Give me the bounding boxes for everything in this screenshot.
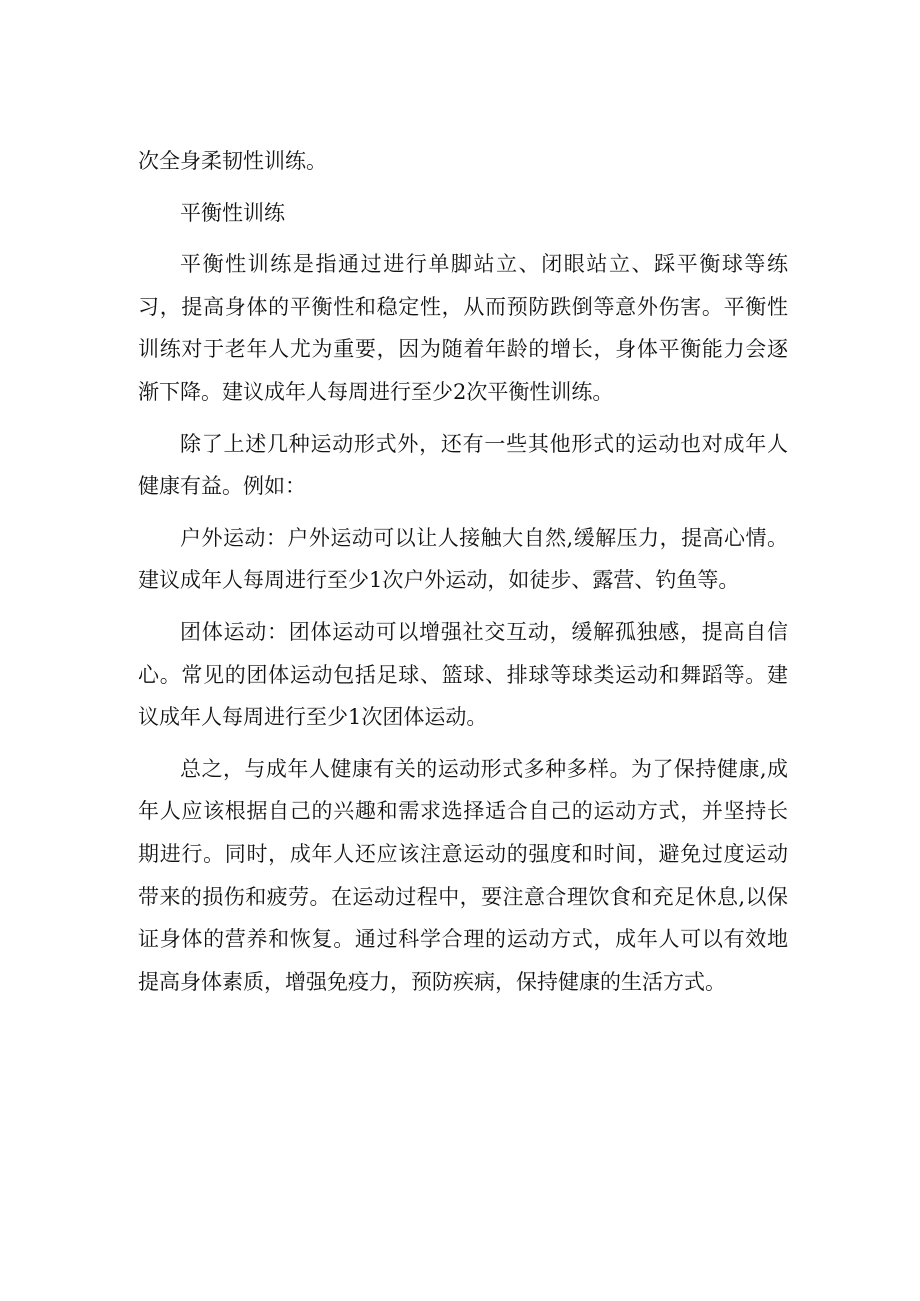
paragraph-outdoor-sports: 户外运动：户外运动可以让人接触大自然,缓解压力，提高心情。建议成年人每周进行至少1次户外运动，如徒步、露营、钓鱼等。: [138, 525, 788, 593]
document-body: [138, 140, 788, 1012]
paragraph-conclusion: 总之，与成年人健康有关的运动形式多种多样。为了保持健康,成年人应该根据自己的兴趣和需求选择适合自己的运动方式，并坚持长期进行。同时，成年人还应该注意运动的强度和时间，避免过度运动带来的损伤和疲劳。在运动过程中，要注意合理饮食和充足休息,以保证身体的营养和恢复。通过科学合理的运动方式，成年人可以有效地提高身体素质，增强免疫力，预防疾病，保持健康的生活方式。: [138, 756, 788, 994]
section-heading-balance-training: 平衡性训练: [180, 200, 285, 225]
paragraph-balance-training: 平衡性训练是指通过进行单脚站立、闭眼站立、踩平衡球等练习，提高身体的平衡性和稳定性，从而预防跌倒等意外伤害。平衡性训练对于老年人尤为重要，因为随着年龄的增长，身体平衡能力会逐渐下降。建议成年人每周进行至少2次平衡性训练。: [138, 252, 788, 404]
paragraph-continuation: 次全身柔韧性训练。: [138, 149, 327, 173]
paragraph-other-sports-intro: 除了上述几种运动形式外，还有一些其他形式的运动也对成年人健康有益。例如：: [138, 431, 788, 499]
paragraph-team-sports: 团体运动：团体运动可以增强社交互动，缓解孤独感，提高自信心。常见的团体运动包括足球、篮球、排球等球类运动和舞蹈等。建议成年人每周进行至少1次团体运动。: [138, 619, 788, 730]
